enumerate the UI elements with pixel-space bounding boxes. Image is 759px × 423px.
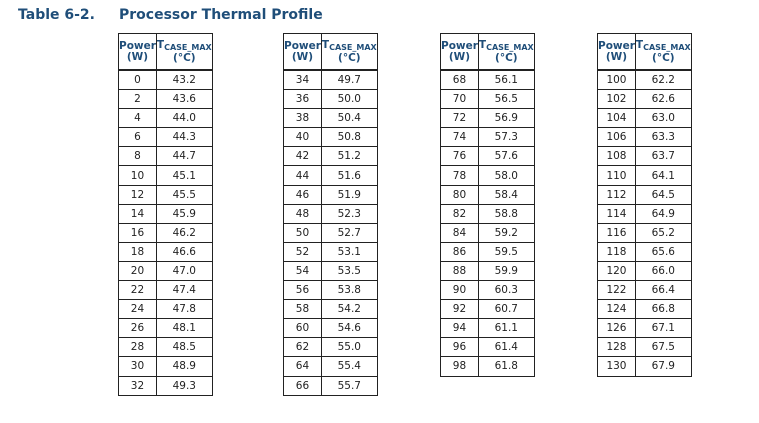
table-row	[284, 204, 378, 223]
tcase-sub: CASE_MAX	[329, 42, 377, 52]
table-row	[284, 338, 378, 357]
power-cell: 98	[441, 357, 479, 376]
tcase-cell: 57.3	[478, 128, 534, 147]
tcase-cell: 64.9	[635, 204, 691, 223]
power-cell: 6	[119, 128, 157, 147]
table-row	[441, 338, 535, 357]
tcase-cell: 50.4	[321, 109, 377, 128]
power-cell: 92	[441, 300, 479, 319]
power-header	[598, 34, 636, 71]
power-cell: 20	[119, 261, 157, 280]
table-row	[441, 204, 535, 223]
table-row	[441, 261, 535, 280]
table-row	[598, 185, 692, 204]
table-row	[441, 300, 535, 319]
table-row	[598, 357, 692, 376]
tcase-unit: (°C)	[173, 51, 196, 64]
power-cell: 44	[284, 166, 322, 185]
tcase-cell: 50.0	[321, 90, 377, 109]
table-row	[119, 376, 213, 395]
table-title: Processor Thermal Profile	[119, 7, 323, 23]
table-row	[598, 70, 692, 90]
power-cell: 74	[441, 128, 479, 147]
table-row	[598, 128, 692, 147]
power-cell: 18	[119, 242, 157, 261]
power-cell: 12	[119, 185, 157, 204]
power-cell: 14	[119, 204, 157, 223]
tcase-cell: 44.0	[156, 109, 212, 128]
tcase-main: T	[321, 38, 330, 51]
tcase-cell: 46.2	[156, 223, 212, 242]
tcase-header	[156, 34, 212, 71]
power-cell: 100	[598, 70, 636, 90]
thermal-table-2	[283, 33, 378, 396]
table-row	[598, 166, 692, 185]
power-cell: 24	[119, 300, 157, 319]
table-row	[441, 319, 535, 338]
table-row	[441, 109, 535, 128]
table-row	[284, 242, 378, 261]
power-cell: 64	[284, 357, 322, 376]
power-cell: 70	[441, 90, 479, 109]
power-cell: 34	[284, 70, 322, 90]
power-cell: 4	[119, 109, 157, 128]
tcase-cell: 62.6	[635, 90, 691, 109]
table-row	[119, 300, 213, 319]
table-row	[441, 281, 535, 300]
power-header	[441, 34, 479, 71]
tcase-cell: 54.2	[321, 300, 377, 319]
power-label: Power	[284, 39, 321, 52]
power-cell: 116	[598, 223, 636, 242]
tcase-cell: 47.4	[156, 281, 212, 300]
power-cell: 102	[598, 90, 636, 109]
power-cell: 80	[441, 185, 479, 204]
power-cell: 32	[119, 376, 157, 395]
table-row	[284, 147, 378, 166]
table-row	[441, 166, 535, 185]
power-cell: 82	[441, 204, 479, 223]
power-cell: 58	[284, 300, 322, 319]
table-row	[598, 281, 692, 300]
tcase-cell: 66.8	[635, 300, 691, 319]
power-cell: 112	[598, 185, 636, 204]
table-row	[284, 90, 378, 109]
power-cell: 88	[441, 261, 479, 280]
table-row	[284, 300, 378, 319]
tcase-cell: 43.2	[156, 70, 212, 90]
tcase-cell: 43.6	[156, 90, 212, 109]
tcase-cell: 57.6	[478, 147, 534, 166]
power-unit: (W)	[126, 50, 149, 63]
tcase-cell: 55.0	[321, 338, 377, 357]
table-row	[119, 319, 213, 338]
power-cell: 22	[119, 281, 157, 300]
tcase-cell: 50.8	[321, 128, 377, 147]
table-row	[441, 70, 535, 90]
table-row	[119, 223, 213, 242]
power-cell: 128	[598, 338, 636, 357]
power-unit: (W)	[605, 50, 628, 63]
table-row	[119, 70, 213, 90]
table-row	[119, 90, 213, 109]
tcase-cell: 48.9	[156, 357, 212, 376]
tcase-cell: 44.7	[156, 147, 212, 166]
power-cell: 0	[119, 70, 157, 90]
table-row	[441, 223, 535, 242]
header-row	[284, 34, 378, 71]
tcase-unit: (°C)	[652, 51, 675, 64]
tcase-cell: 58.8	[478, 204, 534, 223]
thermal-table-3	[440, 33, 535, 377]
tcase-cell: 59.9	[478, 261, 534, 280]
tcase-cell: 51.2	[321, 147, 377, 166]
thermal-table-1	[118, 33, 213, 396]
table-caption	[18, 7, 323, 23]
table-row	[598, 319, 692, 338]
tcase-cell: 61.8	[478, 357, 534, 376]
tcase-cell: 53.5	[321, 261, 377, 280]
table-row	[284, 376, 378, 395]
power-cell: 56	[284, 281, 322, 300]
tcase-cell: 56.1	[478, 70, 534, 90]
table-row	[119, 185, 213, 204]
tcase-cell: 44.3	[156, 128, 212, 147]
tcase-header	[321, 34, 377, 71]
power-cell: 10	[119, 166, 157, 185]
tcase-header	[478, 34, 534, 71]
table-row	[284, 281, 378, 300]
tcase-cell: 65.6	[635, 242, 691, 261]
power-cell: 52	[284, 242, 322, 261]
tcase-cell: 56.9	[478, 109, 534, 128]
tcase-cell: 60.3	[478, 281, 534, 300]
table-row	[284, 357, 378, 376]
tcase-cell: 46.6	[156, 242, 212, 261]
power-header	[284, 34, 322, 71]
table-row	[119, 242, 213, 261]
power-label: Power	[441, 39, 478, 52]
tcase-cell: 63.0	[635, 109, 691, 128]
power-cell: 30	[119, 357, 157, 376]
table-row	[119, 204, 213, 223]
power-unit: (W)	[291, 50, 314, 63]
power-cell: 54	[284, 261, 322, 280]
power-cell: 62	[284, 338, 322, 357]
power-cell: 126	[598, 319, 636, 338]
tcase-sub: CASE_MAX	[643, 42, 691, 52]
tcase-label	[479, 40, 534, 53]
tcase-cell: 61.4	[478, 338, 534, 357]
table-row	[598, 90, 692, 109]
table-row	[441, 185, 535, 204]
table-row	[284, 128, 378, 147]
tcase-cell: 66.4	[635, 281, 691, 300]
table-row	[284, 319, 378, 338]
header-row	[441, 34, 535, 71]
tcase-cell: 45.5	[156, 185, 212, 204]
tcase-main: T	[635, 38, 644, 51]
table-row	[441, 128, 535, 147]
tcase-cell: 48.5	[156, 338, 212, 357]
tcase-cell: 49.3	[156, 376, 212, 395]
power-cell: 124	[598, 300, 636, 319]
table-row	[441, 90, 535, 109]
tcase-cell: 45.1	[156, 166, 212, 185]
tcase-cell: 64.1	[635, 166, 691, 185]
tcase-cell: 47.8	[156, 300, 212, 319]
power-unit: (W)	[448, 50, 471, 63]
table-row	[598, 242, 692, 261]
power-cell: 110	[598, 166, 636, 185]
table-row	[598, 261, 692, 280]
table-number: Table 6-2.	[18, 7, 95, 23]
power-header	[119, 34, 157, 71]
table-row	[441, 242, 535, 261]
power-cell: 16	[119, 223, 157, 242]
power-cell: 94	[441, 319, 479, 338]
power-cell: 26	[119, 319, 157, 338]
tcase-cell: 56.5	[478, 90, 534, 109]
power-cell: 66	[284, 376, 322, 395]
tcase-label	[322, 40, 377, 53]
power-cell: 108	[598, 147, 636, 166]
tcase-cell: 67.5	[635, 338, 691, 357]
table-row	[598, 109, 692, 128]
power-cell: 40	[284, 128, 322, 147]
table-row	[284, 185, 378, 204]
tcase-cell: 55.7	[321, 376, 377, 395]
table-row	[441, 357, 535, 376]
power-cell: 72	[441, 109, 479, 128]
tcase-cell: 63.7	[635, 147, 691, 166]
power-cell: 28	[119, 338, 157, 357]
table-row	[441, 147, 535, 166]
tcase-cell: 67.9	[635, 357, 691, 376]
tcase-main: T	[478, 38, 487, 51]
tcase-cell: 65.2	[635, 223, 691, 242]
tcase-cell: 58.4	[478, 185, 534, 204]
power-cell: 42	[284, 147, 322, 166]
table-row	[119, 357, 213, 376]
table-row	[119, 147, 213, 166]
power-cell: 50	[284, 223, 322, 242]
tcase-cell: 54.6	[321, 319, 377, 338]
tcase-cell: 45.9	[156, 204, 212, 223]
power-label: Power	[119, 39, 156, 52]
table-row	[598, 300, 692, 319]
power-cell: 114	[598, 204, 636, 223]
tcase-label	[157, 40, 212, 53]
tcase-sub: CASE_MAX	[486, 42, 534, 52]
table-row	[119, 281, 213, 300]
table-row	[119, 109, 213, 128]
table-row	[598, 223, 692, 242]
tcase-cell: 53.8	[321, 281, 377, 300]
tcase-unit: (°C)	[338, 51, 361, 64]
tcase-cell: 55.4	[321, 357, 377, 376]
tcase-cell: 64.5	[635, 185, 691, 204]
header-row	[598, 34, 692, 71]
power-cell: 104	[598, 109, 636, 128]
power-label: Power	[598, 39, 635, 52]
tcase-cell: 62.2	[635, 70, 691, 90]
power-cell: 38	[284, 109, 322, 128]
tcase-cell: 59.5	[478, 242, 534, 261]
power-cell: 96	[441, 338, 479, 357]
tcase-cell: 49.7	[321, 70, 377, 90]
table-row	[284, 109, 378, 128]
table-row	[284, 166, 378, 185]
power-cell: 118	[598, 242, 636, 261]
table-row	[119, 166, 213, 185]
table-row	[284, 261, 378, 280]
tcase-cell: 51.6	[321, 166, 377, 185]
power-cell: 78	[441, 166, 479, 185]
tcase-cell: 66.0	[635, 261, 691, 280]
table-row	[284, 70, 378, 90]
table-row	[598, 338, 692, 357]
tcase-cell: 61.1	[478, 319, 534, 338]
table-row	[284, 223, 378, 242]
tcase-cell: 60.7	[478, 300, 534, 319]
power-cell: 130	[598, 357, 636, 376]
tcase-unit: (°C)	[495, 51, 518, 64]
table-row	[119, 128, 213, 147]
power-cell: 68	[441, 70, 479, 90]
power-cell: 8	[119, 147, 157, 166]
power-cell: 122	[598, 281, 636, 300]
tcase-main: T	[156, 38, 165, 51]
tcase-sub: CASE_MAX	[164, 42, 212, 52]
header-row	[119, 34, 213, 71]
tcase-cell: 59.2	[478, 223, 534, 242]
power-cell: 120	[598, 261, 636, 280]
power-cell: 90	[441, 281, 479, 300]
tcase-header	[635, 34, 691, 71]
tcase-cell: 67.1	[635, 319, 691, 338]
tcase-cell: 53.1	[321, 242, 377, 261]
tcase-cell: 48.1	[156, 319, 212, 338]
power-cell: 86	[441, 242, 479, 261]
tcase-cell: 47.0	[156, 261, 212, 280]
tcase-cell: 52.7	[321, 223, 377, 242]
power-cell: 84	[441, 223, 479, 242]
power-cell: 106	[598, 128, 636, 147]
thermal-table-4	[597, 33, 692, 377]
table-row	[598, 147, 692, 166]
table-row	[119, 261, 213, 280]
tcase-label	[636, 40, 691, 53]
tcase-cell: 51.9	[321, 185, 377, 204]
tcase-cell: 58.0	[478, 166, 534, 185]
power-cell: 36	[284, 90, 322, 109]
power-cell: 46	[284, 185, 322, 204]
table-row	[598, 204, 692, 223]
power-cell: 2	[119, 90, 157, 109]
tcase-cell: 52.3	[321, 204, 377, 223]
power-cell: 48	[284, 204, 322, 223]
tcase-cell: 63.3	[635, 128, 691, 147]
table-row	[119, 338, 213, 357]
power-cell: 76	[441, 147, 479, 166]
power-cell: 60	[284, 319, 322, 338]
